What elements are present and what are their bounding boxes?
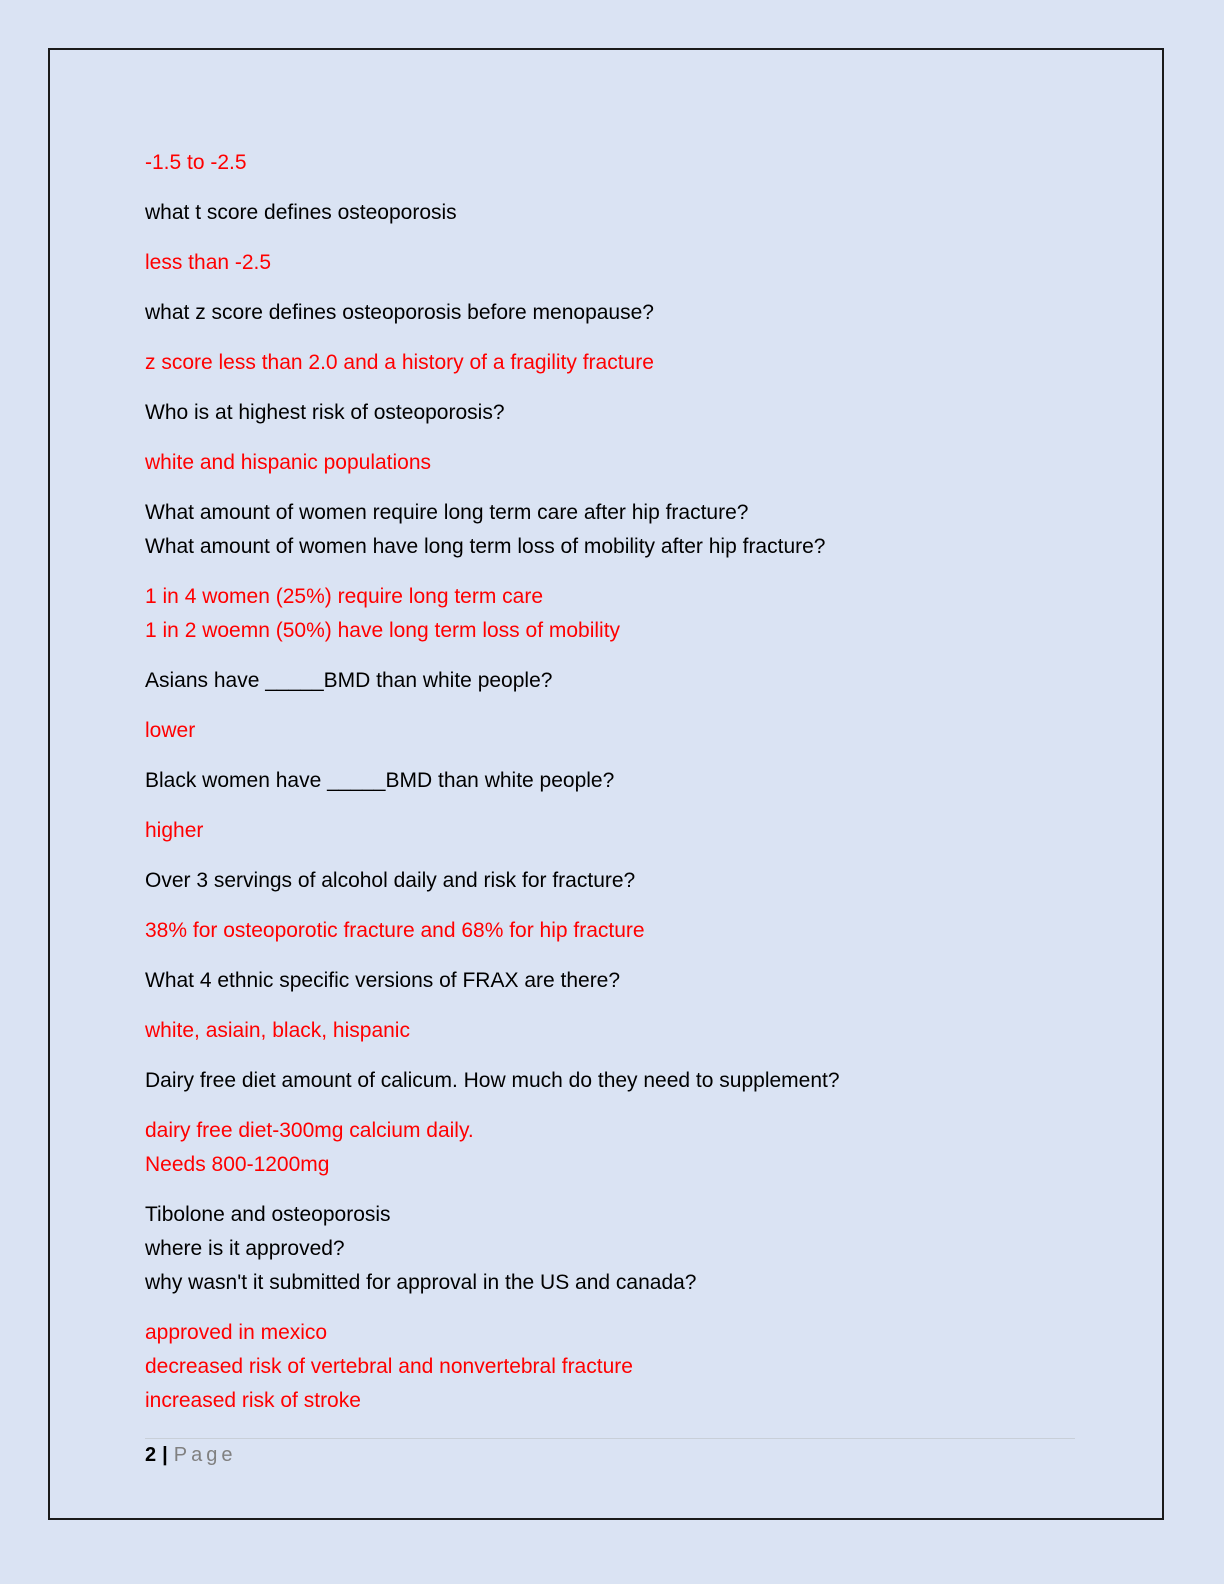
question-text bbox=[145, 1198, 1085, 1300]
page-label: Page bbox=[173, 1444, 237, 1466]
question-text bbox=[145, 764, 1085, 798]
question-line: What amount of women require long term care after hip fracture? bbox=[145, 501, 749, 524]
answer-line: dairy free diet-300mg calcium daily. bbox=[145, 1119, 474, 1142]
question-text bbox=[145, 964, 1085, 998]
question-line: What 4 ethnic specific versions of FRAX are there? bbox=[145, 969, 621, 992]
page-footer bbox=[145, 1440, 236, 1470]
answer-text bbox=[145, 714, 1085, 748]
question-line: what z score defines osteoporosis before menopause? bbox=[145, 301, 654, 324]
answer-text bbox=[145, 346, 1085, 380]
answer-line: 1 in 2 woemn (50%) have long term loss of mobility bbox=[145, 619, 621, 642]
question-line: Dairy free diet amount of calicum. How much do they need to supplement? bbox=[145, 1069, 840, 1092]
footer-divider bbox=[145, 1438, 1075, 1439]
answer-text bbox=[145, 1114, 1085, 1182]
question-text bbox=[145, 864, 1085, 898]
answer-text bbox=[145, 446, 1085, 480]
question-line: Tibolone and osteoporosis bbox=[145, 1203, 391, 1226]
answer-line: 1 in 4 women (25%) require long term care bbox=[145, 585, 544, 608]
answer-text bbox=[145, 814, 1085, 848]
answer-text bbox=[145, 1014, 1085, 1048]
question-text bbox=[145, 396, 1085, 430]
answer-line: decreased risk of vertebral and nonvertebral fracture bbox=[145, 1355, 633, 1378]
page-number: 2 bbox=[145, 1444, 157, 1466]
question-line: why wasn't it submitted for approval in the US and canada? bbox=[145, 1271, 697, 1294]
answer-line: white and hispanic populations bbox=[145, 451, 432, 474]
answer-line: higher bbox=[145, 819, 204, 842]
flashcard-content bbox=[145, 146, 1085, 1434]
answer-line: lower bbox=[145, 719, 196, 742]
question-line: Black women have _____BMD than white people? bbox=[145, 769, 615, 792]
answer-line: z score less than 2.0 and a history of a fragility fracture bbox=[145, 351, 654, 374]
question-text bbox=[145, 664, 1085, 698]
answer-line: Needs 800-1200mg bbox=[145, 1153, 330, 1176]
question-line: What amount of women have long term loss of mobility after hip fracture? bbox=[145, 535, 826, 558]
question-text bbox=[145, 1064, 1085, 1098]
question-line: Over 3 servings of alcohol daily and risk for fracture? bbox=[145, 869, 636, 892]
answer-text bbox=[145, 146, 1085, 180]
question-line: Asians have _____BMD than white people? bbox=[145, 669, 553, 692]
question-text bbox=[145, 296, 1085, 330]
question-line: where is it approved? bbox=[145, 1237, 345, 1260]
answer-line: approved in mexico bbox=[145, 1321, 328, 1344]
question-line: what t score defines osteoporosis bbox=[145, 201, 457, 224]
footer-separator: | bbox=[162, 1444, 168, 1466]
question-line: Who is at highest risk of osteoporosis? bbox=[145, 401, 505, 424]
question-text bbox=[145, 196, 1085, 230]
answer-text bbox=[145, 246, 1085, 280]
answer-line: increased risk of stroke bbox=[145, 1389, 361, 1412]
answer-line: less than -2.5 bbox=[145, 251, 272, 274]
answer-line: white, asiain, black, hispanic bbox=[145, 1019, 410, 1042]
question-text bbox=[145, 496, 1085, 564]
answer-line: -1.5 to -2.5 bbox=[145, 151, 247, 174]
document-page bbox=[48, 48, 1164, 1520]
answer-text bbox=[145, 914, 1085, 948]
answer-line: 38% for osteoporotic fracture and 68% for hip fracture bbox=[145, 919, 645, 942]
answer-text bbox=[145, 580, 1085, 648]
answer-text bbox=[145, 1316, 1085, 1418]
